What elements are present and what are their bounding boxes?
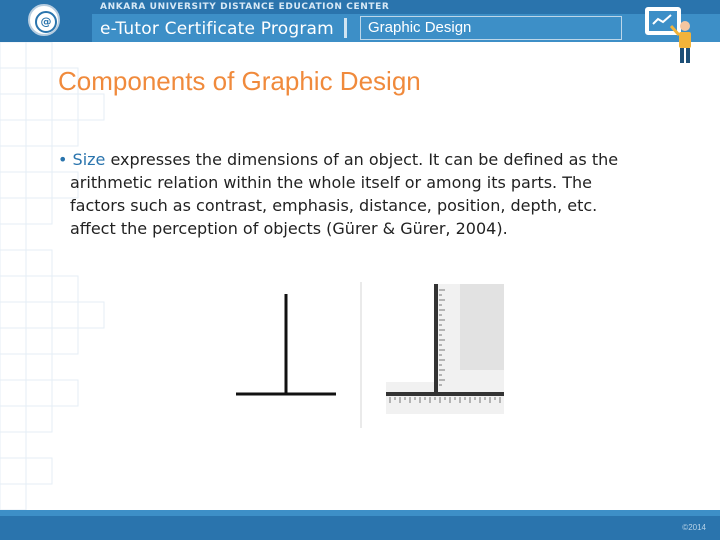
bullet-first-line bbox=[58, 148, 658, 171]
bullet-line-4: affect the perception of objects (Gürer & Gürer, 2004). bbox=[70, 219, 508, 238]
measured-l-figure bbox=[386, 284, 504, 414]
copyright-text: ©2014 bbox=[682, 523, 706, 532]
bullet-marker: • bbox=[58, 150, 73, 169]
subject-box bbox=[360, 16, 622, 40]
inverted-t-figure bbox=[236, 294, 336, 394]
logo-glyph: @ bbox=[35, 11, 57, 33]
size-illustration bbox=[230, 280, 510, 430]
institution-name: ANKARA UNIVERSITY DISTANCE EDUCATION CENTER bbox=[100, 2, 390, 12]
decorative-grid bbox=[0, 42, 110, 512]
bullet-line-2: arithmetic relation within the whole itself or among its parts. The bbox=[70, 173, 592, 192]
bullet-line-1: expresses the dimensions of an object. It can be defined as the bbox=[105, 150, 619, 169]
footer-bar bbox=[0, 516, 720, 540]
header-separator bbox=[344, 18, 347, 38]
logo-area bbox=[0, 0, 92, 42]
bullet-paragraph bbox=[58, 148, 658, 240]
slide-title: Components of Graphic Design bbox=[58, 66, 421, 96]
university-logo-icon bbox=[28, 4, 60, 36]
teacher-board-icon bbox=[640, 2, 700, 66]
subject-title: Graphic Design bbox=[368, 19, 472, 36]
bullet-keyword: Size bbox=[72, 150, 106, 169]
program-title: e-Tutor Certificate Program bbox=[100, 19, 334, 39]
bullet-line-3: factors such as contrast, emphasis, distance, position, depth, etc. bbox=[70, 196, 598, 215]
